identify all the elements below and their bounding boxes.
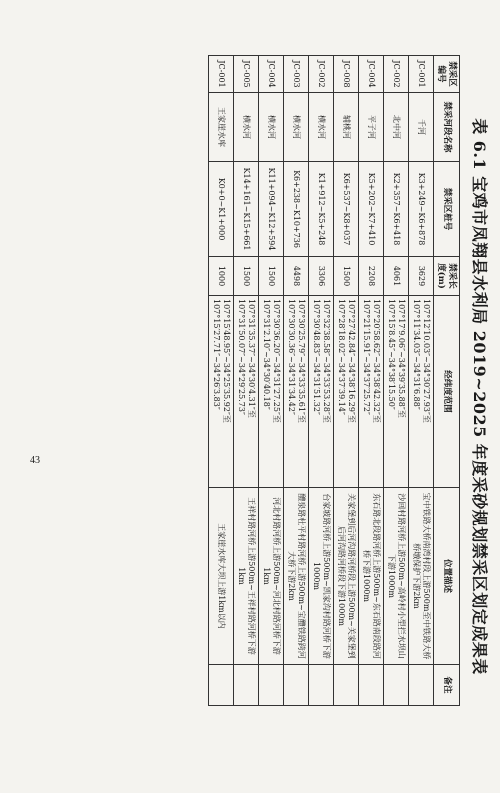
cell-length: 3629 <box>408 257 433 296</box>
table-row <box>383 56 408 706</box>
table-row <box>208 56 233 706</box>
cell-id: JC-005 <box>233 56 258 93</box>
cell-note <box>408 665 433 706</box>
cell-note <box>308 665 333 706</box>
cell-length: 1500 <box>333 257 358 296</box>
cell-id: JC-004 <box>358 56 383 93</box>
table-row <box>308 56 333 706</box>
cell-pile: K14+161~K15+661 <box>233 162 258 257</box>
cell-river: 横水河 <box>233 93 258 162</box>
cell-river: 辅桃河 <box>333 93 358 162</box>
cell-desc: 沙回村路河桥上游500m~高岭村小型拦水坝山下游1000m <box>383 488 408 665</box>
cell-river: 横水河 <box>258 93 283 162</box>
cell-pile: K6+238~K10+736 <box>283 162 308 257</box>
table-row <box>283 56 308 706</box>
cell-river: 横水河 <box>283 93 308 162</box>
header-river: 禁采河段名称 <box>433 93 459 162</box>
cell-id: JC-002 <box>308 56 333 93</box>
cell-desc: 河北村路河桥上游500m~河北村路河桥下游1km <box>258 488 283 665</box>
header-coords: 经纬度范围 <box>433 296 459 488</box>
cell-coords: 107°30′25.79″~34°33′35.61″至107°30′30.36″~34°31′34.42″ <box>283 296 308 488</box>
cell-length: 1000 <box>208 257 233 296</box>
header-note: 备注 <box>433 665 459 706</box>
cell-desc: 关家堡到后河沟路河桥段上游500m~关家堡到后河沟路河桥段下游1000m <box>333 488 358 665</box>
cell-desc: 王祥村路河桥上游500m~王祥村路河桥下游1km <box>233 488 258 665</box>
cell-desc: 东石路北段路河桥上游500m~东石路南段路河桥下游1000m <box>358 488 383 665</box>
cell-coords: 107°27′42.84″~34°38′16.29″至107°28′18.02″~34°37′39.14″ <box>333 296 358 488</box>
header-length: 禁采长度(m) <box>433 257 459 296</box>
table-row <box>408 56 433 706</box>
cell-coords: 107°31′35.37″~34°30′4.31″至107°31′50.07″~34°29′25.73″ <box>233 296 258 488</box>
cell-desc: 王家崖水库大坝上游1km以内 <box>208 488 233 665</box>
cell-id: JC-001 <box>408 56 433 93</box>
table-row <box>358 56 383 706</box>
cell-length: 1500 <box>258 257 283 296</box>
cell-length: 4498 <box>283 257 308 296</box>
cell-coords: 107°20′58.62″~34°38′42.32″至107°21′15.91″~34°37′25.72″ <box>358 296 383 488</box>
cell-coords: 107°15′48.95″~34°25′35.92″至107°15′27.71″~34°26′3.83″ <box>208 296 233 488</box>
page-number: 43 <box>30 455 40 466</box>
cell-river: 平子河 <box>358 93 383 162</box>
cell-length: 2208 <box>358 257 383 296</box>
cell-length: 1500 <box>233 257 258 296</box>
cell-river: 北中河 <box>383 93 408 162</box>
table-title: 表 6.1 宝鸡市凤翔县水利局 2019~2025 年度采砂规划禁采区划定成果表 <box>470 118 489 675</box>
prohibited-mining-zone-table <box>208 55 460 706</box>
header-pile: 禁采区桩号 <box>433 162 459 257</box>
table-row <box>233 56 258 706</box>
cell-desc: 宝中铁路大桥南湾村段上游500m至中铁路大桥桥墩保护下游2km <box>408 488 433 665</box>
cell-note <box>383 665 408 706</box>
cell-pile: K0+0~K1+000 <box>208 162 233 257</box>
table-row <box>333 56 358 706</box>
cell-coords: 107°30′36.20″~34°31′27.25″至107°31′2.10″~34°30′40.18″ <box>258 296 283 488</box>
cell-note <box>233 665 258 706</box>
table-row <box>258 56 283 706</box>
cell-coords: 107°32′38.58″~34°33′53.28″至107°30′48.83″~34°31′51.32″ <box>308 296 333 488</box>
cell-pile: K3+249~K6+878 <box>408 162 433 257</box>
cell-pile: K1+912~K5+248 <box>308 162 333 257</box>
cell-length: 4061 <box>383 257 408 296</box>
cell-desc: 台家坡路河桥上游500m~凯家沟村路河桥下游1000m <box>308 488 333 665</box>
cell-pile: K2+357~K6+418 <box>383 162 408 257</box>
cell-pile: K5+202~K7+410 <box>358 162 383 257</box>
cell-coords: 107°12′10.03″~34°30′27.93″至107°11′34.03″~34°31′6.88″ <box>408 296 433 488</box>
cell-note <box>333 665 358 706</box>
cell-id: JC-001 <box>208 56 233 93</box>
cell-river: 千河 <box>408 93 433 162</box>
table-header-row <box>433 56 459 706</box>
cell-id: JC-008 <box>333 56 358 93</box>
cell-desc: 醴泉路杜平村路河桥上游500m~宝醴铁路跨河大桥下游2km <box>283 488 308 665</box>
header-desc: 位置描述 <box>433 488 459 665</box>
cell-note <box>258 665 283 706</box>
cell-id: JC-004 <box>258 56 283 93</box>
cell-coords: 107°17′9.06″~34°39′35.88″至107°15′8.45″~34°38′15.50″ <box>383 296 408 488</box>
cell-id: JC-003 <box>283 56 308 93</box>
cell-note <box>283 665 308 706</box>
cell-length: 3306 <box>308 257 333 296</box>
cell-pile: K6+537~K8+037 <box>333 162 358 257</box>
cell-river: 横水河 <box>308 93 333 162</box>
header-id: 禁采区编号 <box>433 56 459 93</box>
cell-pile: K11+094~K12+594 <box>258 162 283 257</box>
cell-id: JC-002 <box>383 56 408 93</box>
cell-note <box>358 665 383 706</box>
cell-note <box>208 665 233 706</box>
cell-river: 王家崖水库 <box>208 93 233 162</box>
